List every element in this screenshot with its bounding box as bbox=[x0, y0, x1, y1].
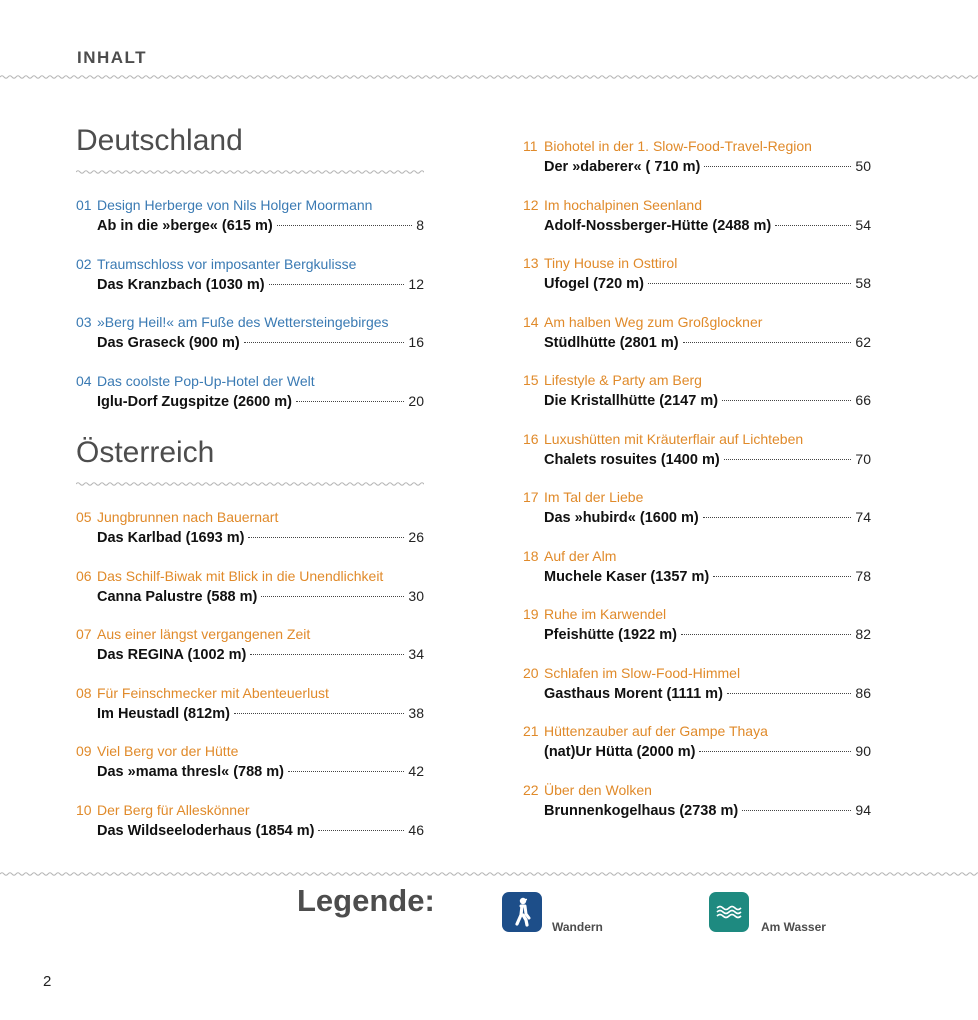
entry-subtitle-line bbox=[523, 430, 871, 449]
dot-leader bbox=[722, 400, 851, 401]
section-title-germany: Deutschland bbox=[76, 124, 243, 157]
entry-subtitle: Über den Wolken bbox=[544, 781, 652, 798]
legend-title: Legende: bbox=[297, 883, 435, 918]
entry-number: 17 bbox=[523, 489, 539, 505]
entry-page: 90 bbox=[855, 743, 871, 759]
dot-leader bbox=[713, 576, 851, 577]
entry-page: 74 bbox=[855, 509, 871, 525]
entry-title-line bbox=[97, 215, 424, 235]
entry-number: 21 bbox=[523, 723, 539, 739]
entry-page: 86 bbox=[855, 684, 871, 701]
entry-title-line bbox=[544, 741, 871, 761]
entry-number: 15 bbox=[523, 372, 539, 388]
toc-entry[interactable] bbox=[523, 430, 871, 469]
entry-name: Die Kristallhütte (2147 m) bbox=[544, 393, 719, 409]
entry-subtitle-line bbox=[523, 196, 871, 215]
entry-number: 20 bbox=[523, 664, 539, 681]
entry-subtitle: Design Herberge von Nils Holger Moormann bbox=[97, 197, 373, 213]
entry-name: Das Kranzbach (1030 m) bbox=[97, 276, 265, 293]
entry-subtitle-line bbox=[76, 508, 424, 527]
toc-entry[interactable] bbox=[523, 781, 871, 820]
dot-leader bbox=[742, 810, 851, 811]
entry-subtitle-line bbox=[76, 684, 424, 703]
entry-number: 14 bbox=[523, 313, 539, 330]
entry-title-line bbox=[544, 449, 871, 469]
entry-page: 8 bbox=[416, 217, 424, 233]
toc-entry[interactable] bbox=[523, 488, 871, 527]
dot-leader bbox=[234, 713, 404, 714]
hiking-icon bbox=[502, 892, 542, 932]
toc-entry[interactable] bbox=[523, 371, 871, 410]
entry-subtitle-line bbox=[523, 664, 871, 683]
dot-leader bbox=[248, 537, 404, 538]
page-number: 2 bbox=[43, 973, 52, 990]
entry-name: Stüdlhütte (2801 m) bbox=[544, 334, 679, 351]
entry-title-line bbox=[544, 215, 871, 235]
entry-subtitle: Für Feinschmecker mit Abenteuerlust bbox=[97, 684, 329, 701]
entry-subtitle: Das Schilf-Biwak mit Blick in die Unendlichkeit bbox=[97, 567, 384, 584]
entry-subtitle-line bbox=[76, 625, 424, 644]
entry-title-line bbox=[544, 156, 871, 176]
toc-entry[interactable] bbox=[523, 722, 871, 761]
entry-page: 20 bbox=[408, 392, 424, 409]
entry-subtitle-line bbox=[523, 254, 871, 273]
entry-name: Muchele Kaser (1357 m) bbox=[544, 568, 710, 585]
dot-leader bbox=[648, 283, 852, 284]
entry-subtitle: Im Tal der Liebe bbox=[544, 489, 644, 505]
entry-title-line bbox=[544, 273, 871, 293]
entry-number: 19 bbox=[523, 606, 539, 622]
entry-subtitle: Schlafen im Slow-Food-Himmel bbox=[544, 664, 741, 681]
entry-subtitle-line bbox=[523, 781, 871, 800]
entry-title-line bbox=[97, 761, 424, 781]
entry-name: Adolf-Nossberger-Hütte (2488 m) bbox=[544, 217, 772, 234]
entry-subtitle-line bbox=[523, 371, 871, 390]
toc-entry[interactable] bbox=[76, 313, 424, 352]
entry-title-line bbox=[544, 683, 871, 703]
entry-subtitle: Am halben Weg zum Großglockner bbox=[544, 313, 763, 330]
entry-name: Das Karlbad (1693 m) bbox=[97, 530, 245, 546]
entry-title-line bbox=[97, 274, 424, 294]
entry-subtitle: Traumschloss vor imposanter Bergkulisse bbox=[97, 255, 357, 272]
entry-subtitle: Hüttenzauber auf der Gampe Thaya bbox=[544, 723, 768, 739]
dot-leader bbox=[318, 830, 404, 831]
entry-subtitle-line bbox=[523, 313, 871, 332]
entry-subtitle: Luxushütten mit Kräuterflair auf Lichteben bbox=[544, 430, 804, 447]
legend-label-water: Am Wasser bbox=[761, 920, 826, 934]
entry-page: 58 bbox=[855, 275, 871, 291]
entry-name: Iglu-Dorf Zugspitze (2600 m) bbox=[97, 393, 292, 410]
entry-subtitle-line bbox=[76, 255, 424, 274]
entry-name: Canna Palustre (588 m) bbox=[97, 588, 258, 605]
entry-name: Das »mama thresl« (788 m) bbox=[97, 764, 284, 780]
entry-name: Das Wildseeloderhaus (1854 m) bbox=[97, 822, 315, 839]
entry-page: 38 bbox=[408, 704, 424, 721]
dot-leader bbox=[250, 654, 404, 655]
entry-name: Gasthaus Morent (1111 m) bbox=[544, 685, 723, 702]
dot-leader bbox=[681, 634, 851, 635]
toc-entry[interactable] bbox=[523, 605, 871, 644]
entry-title-line bbox=[544, 390, 871, 410]
entry-subtitle: Das coolste Pop-Up-Hotel der Welt bbox=[97, 372, 315, 389]
section-divider-germany bbox=[76, 169, 424, 175]
toc-entry[interactable] bbox=[76, 372, 424, 411]
entry-subtitle: »Berg Heil!« am Fuße des Wettersteingebirges bbox=[97, 314, 389, 330]
legend-divider bbox=[0, 871, 978, 877]
dot-leader bbox=[296, 401, 404, 402]
entry-number: 02 bbox=[76, 255, 92, 272]
entry-page: 82 bbox=[855, 626, 871, 642]
entry-title-line bbox=[97, 391, 424, 411]
entry-page: 78 bbox=[855, 567, 871, 584]
entry-subtitle: Der Berg für Alleskönner bbox=[97, 801, 250, 818]
entry-page: 46 bbox=[408, 821, 424, 838]
entry-number: 09 bbox=[76, 743, 92, 759]
entry-subtitle-line bbox=[523, 722, 871, 741]
entry-name: Ab in die »berge« (615 m) bbox=[97, 218, 273, 234]
toc-entry[interactable] bbox=[523, 196, 871, 235]
dot-leader bbox=[704, 166, 851, 167]
toc-entry[interactable] bbox=[523, 313, 871, 352]
entry-subtitle-line bbox=[76, 196, 424, 215]
entry-subtitle-line bbox=[523, 547, 871, 566]
toc-entry[interactable] bbox=[76, 801, 424, 840]
entry-number: 18 bbox=[523, 547, 539, 564]
dot-leader bbox=[269, 284, 405, 285]
entry-title-line bbox=[97, 644, 424, 664]
entry-number: 05 bbox=[76, 509, 92, 525]
entry-name: Das »hubird« (1600 m) bbox=[544, 510, 699, 526]
entry-number: 10 bbox=[76, 801, 92, 818]
entry-page: 94 bbox=[855, 801, 871, 818]
entry-subtitle-line bbox=[76, 742, 424, 761]
entry-name: Das Graseck (900 m) bbox=[97, 335, 240, 351]
toc-entry[interactable] bbox=[76, 255, 424, 294]
dot-leader bbox=[683, 342, 852, 343]
entry-subtitle-line bbox=[523, 488, 871, 507]
entry-number: 13 bbox=[523, 255, 539, 271]
entry-number: 16 bbox=[523, 430, 539, 447]
dot-leader bbox=[277, 225, 413, 226]
dot-leader bbox=[775, 225, 851, 226]
entry-page: 16 bbox=[408, 334, 424, 350]
page-header-title: INHALT bbox=[77, 48, 148, 67]
entry-title-line bbox=[544, 566, 871, 586]
water-waves-icon bbox=[709, 892, 749, 932]
toc-entry[interactable] bbox=[76, 742, 424, 781]
legend-label-hiking: Wandern bbox=[552, 920, 603, 934]
dot-leader bbox=[244, 342, 405, 343]
entry-number: 04 bbox=[76, 372, 92, 389]
entry-subtitle: Biohotel in der 1. Slow-Food-Travel-Region bbox=[544, 138, 812, 154]
toc-entry[interactable] bbox=[523, 254, 871, 293]
entry-number: 22 bbox=[523, 781, 539, 798]
entry-page: 34 bbox=[408, 646, 424, 662]
entry-subtitle: Im hochalpinen Seenland bbox=[544, 196, 703, 213]
toc-entry[interactable] bbox=[76, 196, 424, 235]
toc-entry[interactable] bbox=[523, 137, 871, 176]
entry-subtitle-line bbox=[76, 313, 424, 332]
entry-title-line bbox=[97, 586, 424, 606]
toc-entry[interactable] bbox=[76, 625, 424, 664]
entry-number: 03 bbox=[76, 314, 92, 330]
entry-title-line bbox=[97, 332, 424, 352]
dot-leader bbox=[727, 693, 852, 694]
entry-subtitle: Auf der Alm bbox=[544, 547, 617, 564]
toc-entry[interactable] bbox=[523, 664, 871, 703]
entry-title-line bbox=[97, 703, 424, 723]
entry-page: 70 bbox=[855, 450, 871, 467]
entry-name: Pfeishütte (1922 m) bbox=[544, 627, 677, 643]
entry-number: 08 bbox=[76, 684, 92, 701]
entry-number: 01 bbox=[76, 197, 92, 213]
entry-title-line bbox=[544, 800, 871, 820]
toc-entry[interactable] bbox=[76, 684, 424, 723]
entry-page: 62 bbox=[855, 333, 871, 350]
entry-subtitle: Tiny House in Osttirol bbox=[544, 255, 678, 271]
entry-title-line bbox=[544, 624, 871, 644]
dot-leader bbox=[288, 771, 404, 772]
dot-leader bbox=[724, 459, 852, 460]
entry-subtitle-line bbox=[76, 801, 424, 820]
section-title-austria: Österreich bbox=[76, 436, 215, 469]
entry-subtitle: Ruhe im Karwendel bbox=[544, 606, 667, 622]
entry-page: 42 bbox=[408, 763, 424, 779]
entry-name: Ufogel (720 m) bbox=[544, 276, 644, 292]
entry-number: 07 bbox=[76, 626, 92, 642]
entry-subtitle-line bbox=[76, 567, 424, 586]
dot-leader bbox=[699, 751, 851, 752]
dot-leader bbox=[703, 517, 852, 518]
toc-entry[interactable] bbox=[76, 508, 424, 547]
entry-page: 54 bbox=[855, 216, 871, 233]
entry-number: 11 bbox=[523, 138, 538, 154]
entry-name: Chalets rosuites (1400 m) bbox=[544, 451, 720, 468]
entry-title-line bbox=[97, 820, 424, 840]
entry-subtitle: Jungbrunnen nach Bauernart bbox=[97, 509, 279, 525]
entry-subtitle-line bbox=[523, 605, 871, 624]
entry-number: 06 bbox=[76, 567, 92, 584]
entry-title-line bbox=[544, 507, 871, 527]
entry-page: 12 bbox=[408, 275, 424, 292]
entry-number: 12 bbox=[523, 196, 539, 213]
entry-subtitle: Aus einer längst vergangenen Zeit bbox=[97, 626, 311, 642]
entry-subtitle: Viel Berg vor der Hütte bbox=[97, 743, 239, 759]
entry-page: 26 bbox=[408, 529, 424, 545]
entry-subtitle: Lifestyle & Party am Berg bbox=[544, 372, 702, 388]
toc-entry[interactable] bbox=[523, 547, 871, 586]
entry-name: Im Heustadl (812m) bbox=[97, 705, 230, 722]
entry-page: 66 bbox=[855, 392, 871, 408]
header-divider bbox=[0, 74, 978, 80]
entry-name: (nat)Ur Hütta (2000 m) bbox=[544, 744, 696, 760]
entry-page: 50 bbox=[855, 158, 871, 174]
section-divider-austria bbox=[76, 481, 424, 487]
entry-name: Brunnenkogelhaus (2738 m) bbox=[544, 802, 739, 819]
entry-name: Das REGINA (1002 m) bbox=[97, 647, 247, 663]
entry-page: 30 bbox=[408, 587, 424, 604]
entry-title-line bbox=[97, 527, 424, 547]
dot-leader bbox=[261, 596, 404, 597]
entry-title-line bbox=[544, 332, 871, 352]
entry-name: Der »daberer« ( 710 m) bbox=[544, 159, 701, 175]
entry-subtitle-line bbox=[76, 372, 424, 391]
entry-subtitle-line bbox=[523, 137, 871, 156]
toc-entry[interactable] bbox=[76, 567, 424, 606]
